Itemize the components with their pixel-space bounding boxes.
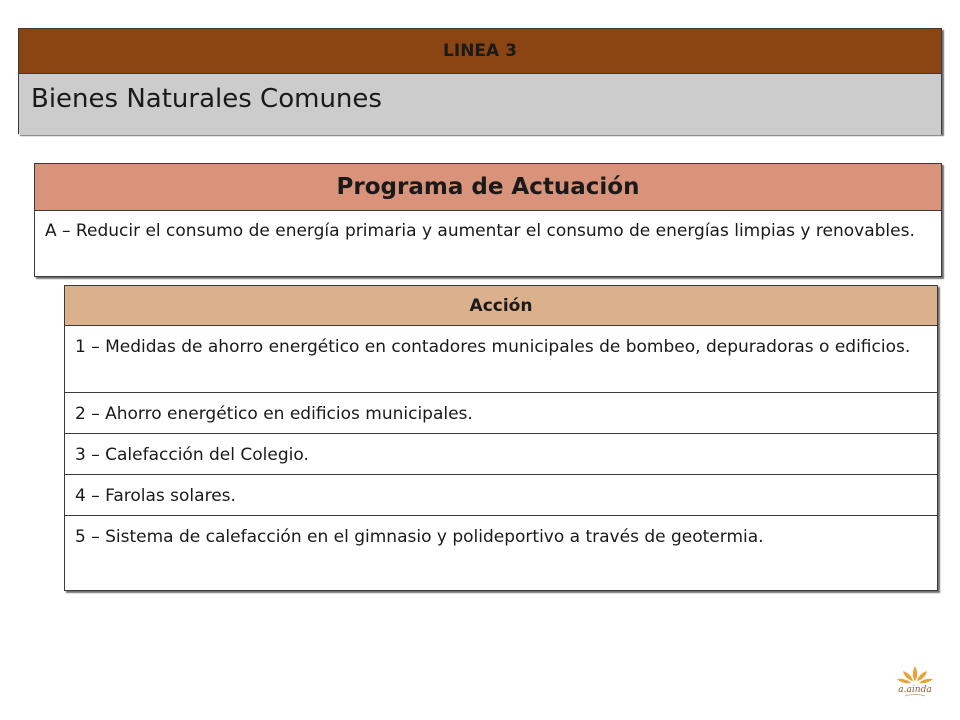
linea-block — [18, 28, 942, 134]
programa-block — [34, 163, 942, 277]
accion-row: 4 – Farolas solares. — [65, 475, 937, 516]
accion-row: 5 – Sistema de calefacción en el gimnasio y polideportivo a través de geotermia. — [75, 527, 764, 547]
accion-row: 2 – Ahorro energético en edificios municipales. — [65, 393, 937, 434]
programa-header: Programa de Actuación — [35, 164, 941, 211]
accion-header: Acción — [65, 286, 937, 326]
accion-row: 1 – Medidas de ahorro energético en contadores municipales de bombeo, depuradoras o edificios. — [65, 326, 937, 393]
flower-logo-icon — [893, 664, 937, 700]
linea-header: LINEA 3 — [19, 29, 941, 74]
logo-text: a.ainda — [898, 685, 932, 695]
linea-subtitle: Bienes Naturales Comunes — [19, 74, 941, 135]
accion-row: 3 – Calefacción del Colegio. — [65, 434, 937, 475]
programa-text: A – Reducir el consumo de energía primaria y aumentar el consumo de energías limpias y renovables. — [35, 211, 941, 244]
accion-table — [64, 285, 938, 591]
